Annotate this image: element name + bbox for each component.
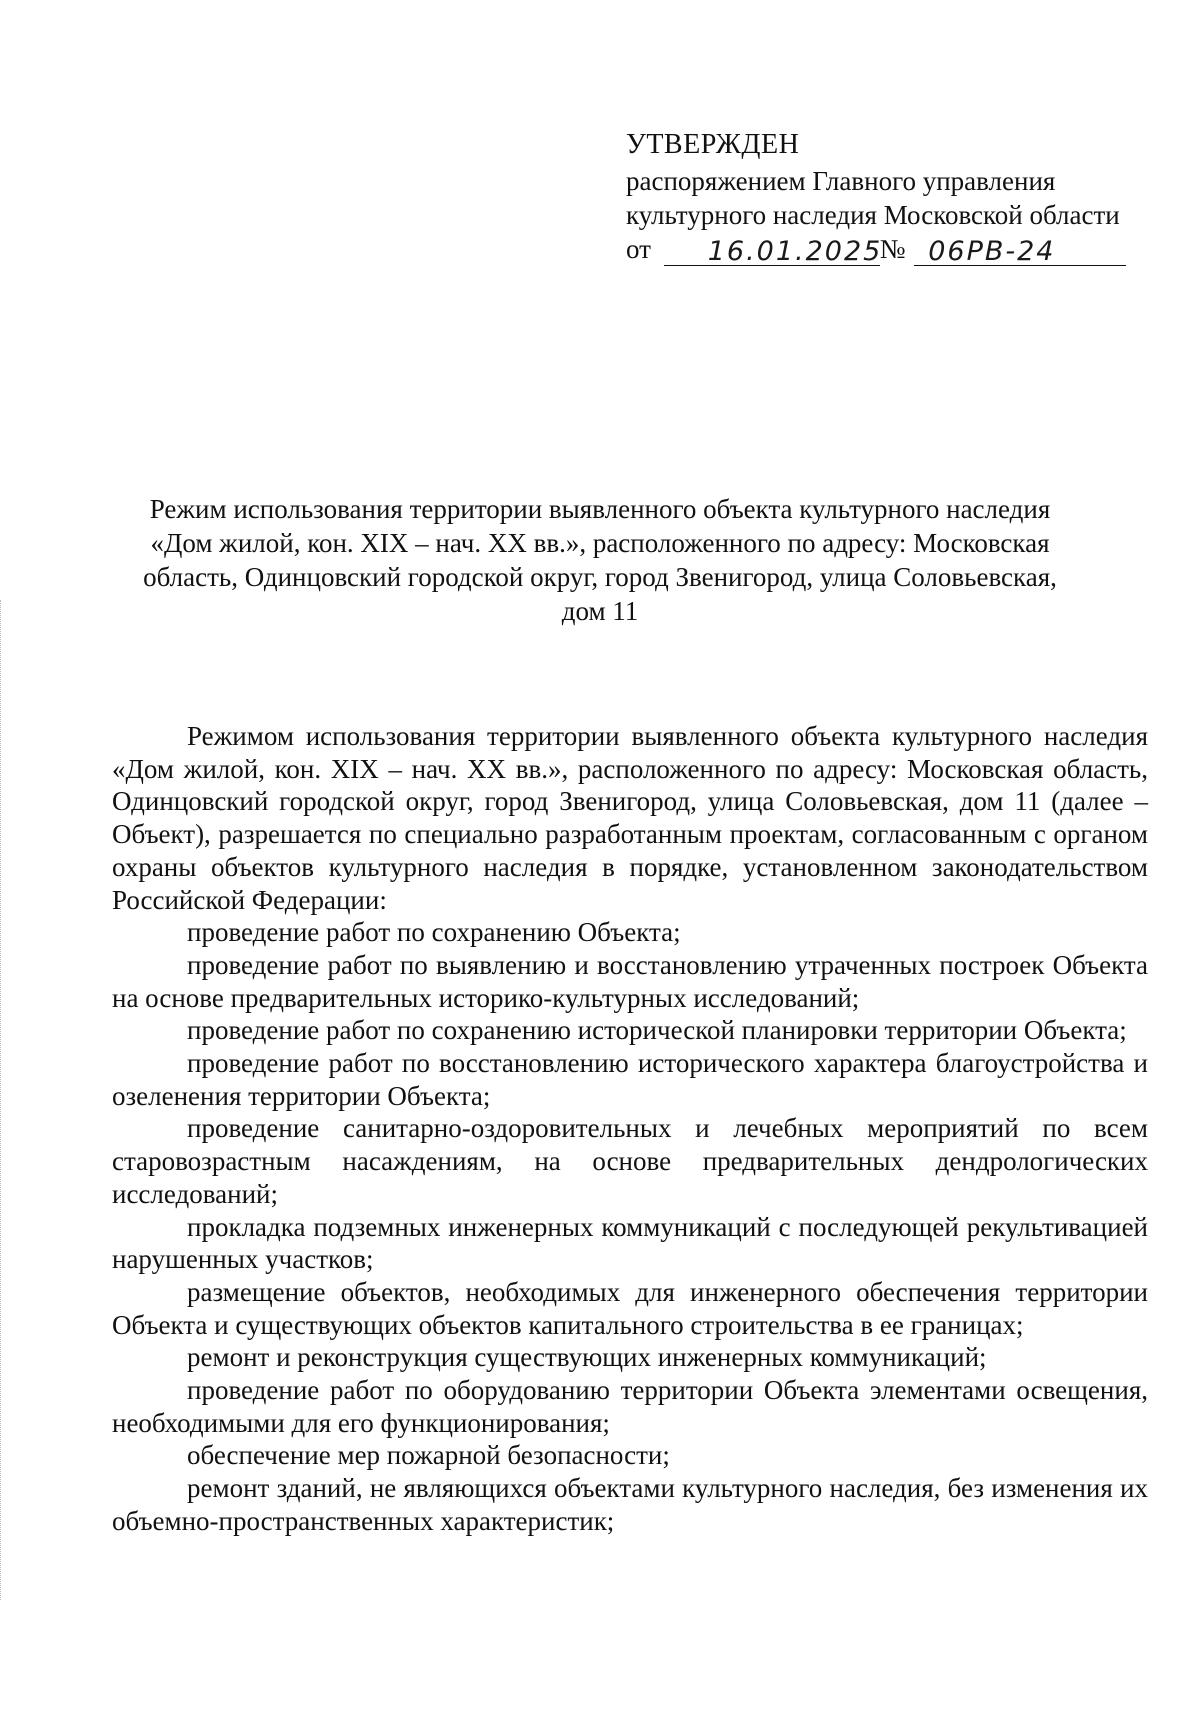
number-field [914,235,1126,266]
heading-line: область, Одинцовский городской округ, город Звенигород, улица Соловьевская, [143,562,1057,592]
approval-title: УТВЕРЖДЕН [626,129,800,160]
list-item: обеспечение мер пожарной безопасности; [187,1440,670,1471]
heading-line: дом 11 [561,596,639,626]
list-item: проведение работ по сохранению исторической планировки территории Объекта; [187,1015,1127,1046]
from-label: от [626,234,651,264]
number-label: № [879,234,906,264]
list-item: прокладка подземных инженерных коммуникаций с последующей рекультивацией нарушенных участков; [112,1211,1148,1275]
heading-line: «Дом жилой, кон. XIX – нач. XX вв.», расположенного по адресу: Московская [150,528,1050,558]
list-item: проведение работ по восстановлению исторического характера благоустройства и озеленения территории Объекта; [112,1048,1148,1111]
list-item: ремонт и реконструкция существующих инженерных коммуникаций; [187,1342,987,1373]
list-item: ремонт зданий, не являющихся объектами культурного наследия, без изменения их объемно-пространственных характеристик; [112,1473,1148,1536]
scan-edge-marks [0,600,4,1600]
list-item: проведение работ по сохранению Объекта; [187,917,681,948]
heading-line: Режим использования территории выявленного объекта культурного наследия [149,494,1051,524]
list-item: проведение санитарно-оздоровительных и лечебных мероприятий по всем старовозрастным насаждениям, на основе предварительных дендрологических исследований; [112,1113,1148,1209]
approval-stamp-block [626,128,1166,268]
list-item: проведение работ по оборудованию территории Объекта элементами освещения, необходимыми для его функционирования; [112,1375,1148,1438]
date-field [664,235,883,267]
approval-authority-line-1: распоряжением Главного управления [626,166,1056,196]
approval-authority-line-2: культурного наследия Московской области [626,200,1120,230]
list-item: размещение объектов, необходимых для инженерного обеспечения территории Объекта и существующих объектов капитального строительства в ее границах; [112,1276,1148,1340]
intro-paragraph: Режимом использования территории выявленного объекта культурного наследия «Дом жилой, кон. XIX – нач. XX вв.», расположенного по адресу: Московская область, Одинцовский городской округ, город Звенигород, улица Соловьевская, дом 11 (далее – Объект), разрешается по специально разработанным проектам, согласованным с органом охраны объектов культурного наследия в порядке, установленном законодательством Российской Федерации: [112,721,1148,915]
handwritten-date: 16.01.2025 [707,236,883,267]
document-heading [130,492,1070,628]
handwritten-number: 06РВ-24 [928,236,1056,267]
document-body [112,720,1148,1538]
approval-date-number-line [626,232,1166,268]
list-item: проведение работ по выявлению и восстановлению утраченных построек Объекта на основе предварительных историко-культурных исследований; [112,949,1148,1013]
